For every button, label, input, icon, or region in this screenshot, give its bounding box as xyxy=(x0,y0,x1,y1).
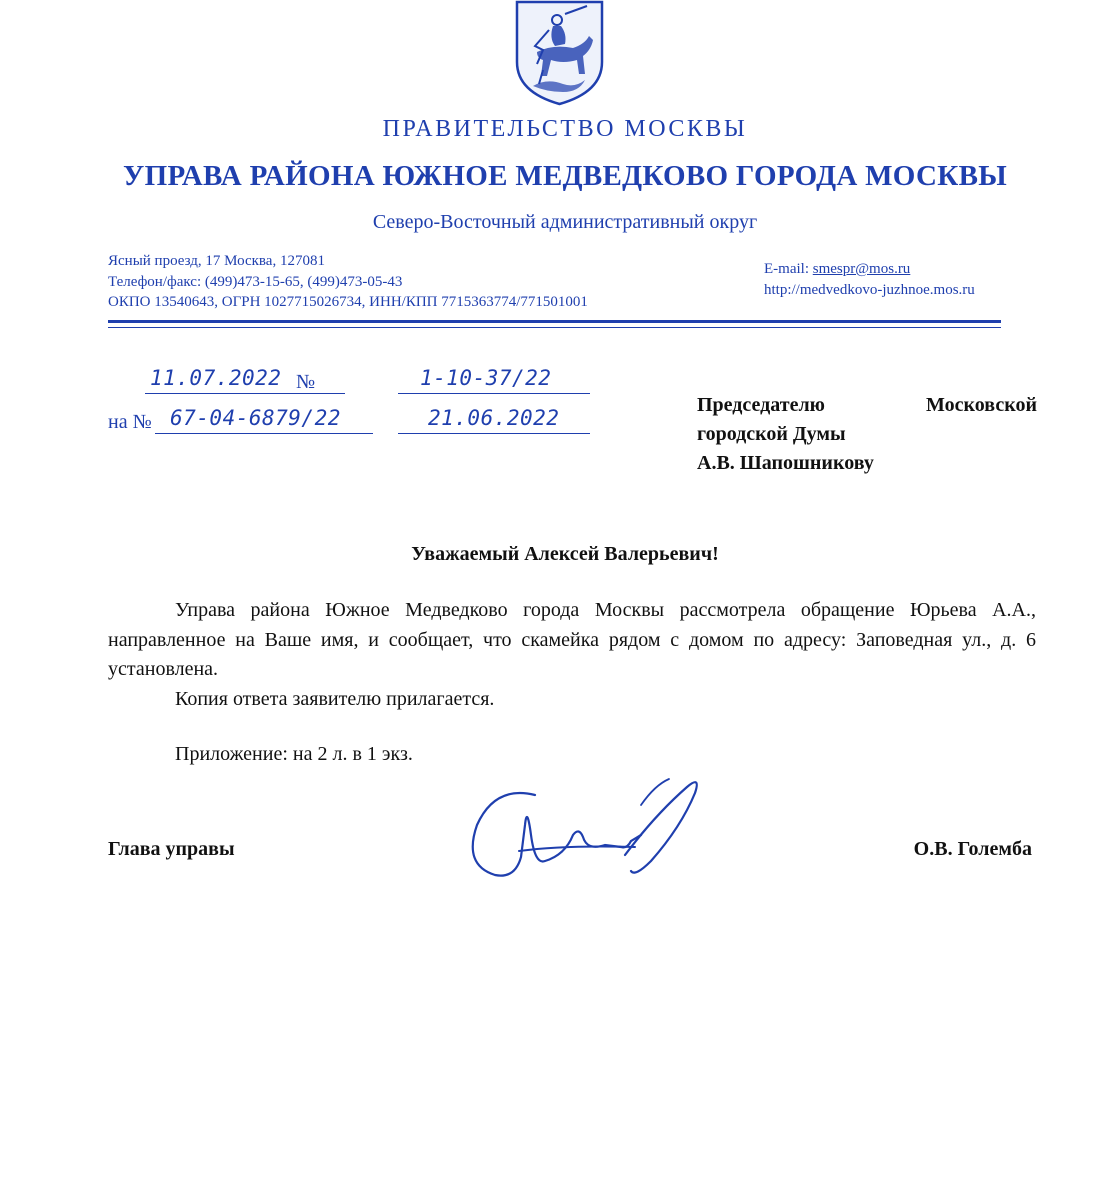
government-title: ПРАВИТЕЛЬСТВО МОСКВЫ xyxy=(382,116,748,142)
signatory-name: О.В. Големба xyxy=(913,838,1032,860)
district-name: Северо-Восточный административный округ xyxy=(372,211,758,233)
addressee-position: Председателю xyxy=(697,394,825,416)
handwritten-signature-icon xyxy=(455,765,725,905)
moscow-coat-of-arms-icon xyxy=(513,0,606,106)
address: Ясный проезд, 17 Москва, 127081 xyxy=(108,253,325,269)
reference-date: 21.06.2022 xyxy=(428,406,560,430)
registration-date: 11.07.2022 xyxy=(150,366,282,390)
addressee-line-1 xyxy=(697,391,1037,420)
registration-number: 1-10-37/22 xyxy=(420,366,552,390)
email-link[interactable]: smespr@mos.ru xyxy=(812,261,911,277)
phone: Телефон/факс: (499)473-15-65, (499)473-05-43 xyxy=(108,273,403,290)
signatory-role: Глава управы xyxy=(108,838,235,860)
registry-codes: ОКПО 13540643, ОГРН 1027715026734, ИНН/КПП 7715363774/771501001 xyxy=(108,294,588,310)
salutation: Уважаемый Алексей Валерьевич! xyxy=(411,543,719,565)
registration-number-underline xyxy=(398,393,590,394)
reference-number-underline xyxy=(155,433,373,434)
number-sign: № xyxy=(296,371,316,393)
email-label: E-mail: xyxy=(764,261,813,277)
addressee-line-3: А.В. Шапошникову xyxy=(697,452,874,474)
letter-body xyxy=(108,596,1036,714)
body-paragraph-2: Копия ответа заявителю прилагается. xyxy=(175,687,495,710)
header-divider-thick xyxy=(108,320,1001,323)
reference-prefix: на № xyxy=(108,411,152,433)
addressee-line-2: городской Думы xyxy=(697,423,846,445)
header-divider-thin xyxy=(108,327,1001,328)
reference-number: 67-04-6879/22 xyxy=(170,406,341,430)
email-line xyxy=(764,259,975,280)
body-paragraph-1: Управа района Южное Медведково города Москвы рассмотрела обращение Юрьева А.А., направленное на Ваше имя, и сообщает, что скамейка рядом с домом по адресу: Заповедная ул., д. 6 установлена. xyxy=(108,599,1036,680)
addressee-block xyxy=(697,391,1037,478)
addressee-city: Московской xyxy=(926,394,1037,416)
contacts-left xyxy=(108,251,588,313)
organization-title: УПРАВА РАЙОНА ЮЖНОЕ МЕДВЕДКОВО ГОРОДА МОСКВЫ xyxy=(123,160,1007,192)
attachment-note: Приложение: на 2 л. в 1 экз. xyxy=(175,743,413,765)
contacts-right xyxy=(764,259,975,300)
website-link[interactable]: http://medvedkovo-juzhnoe.mos.ru xyxy=(764,281,975,298)
reference-date-underline xyxy=(398,433,590,434)
